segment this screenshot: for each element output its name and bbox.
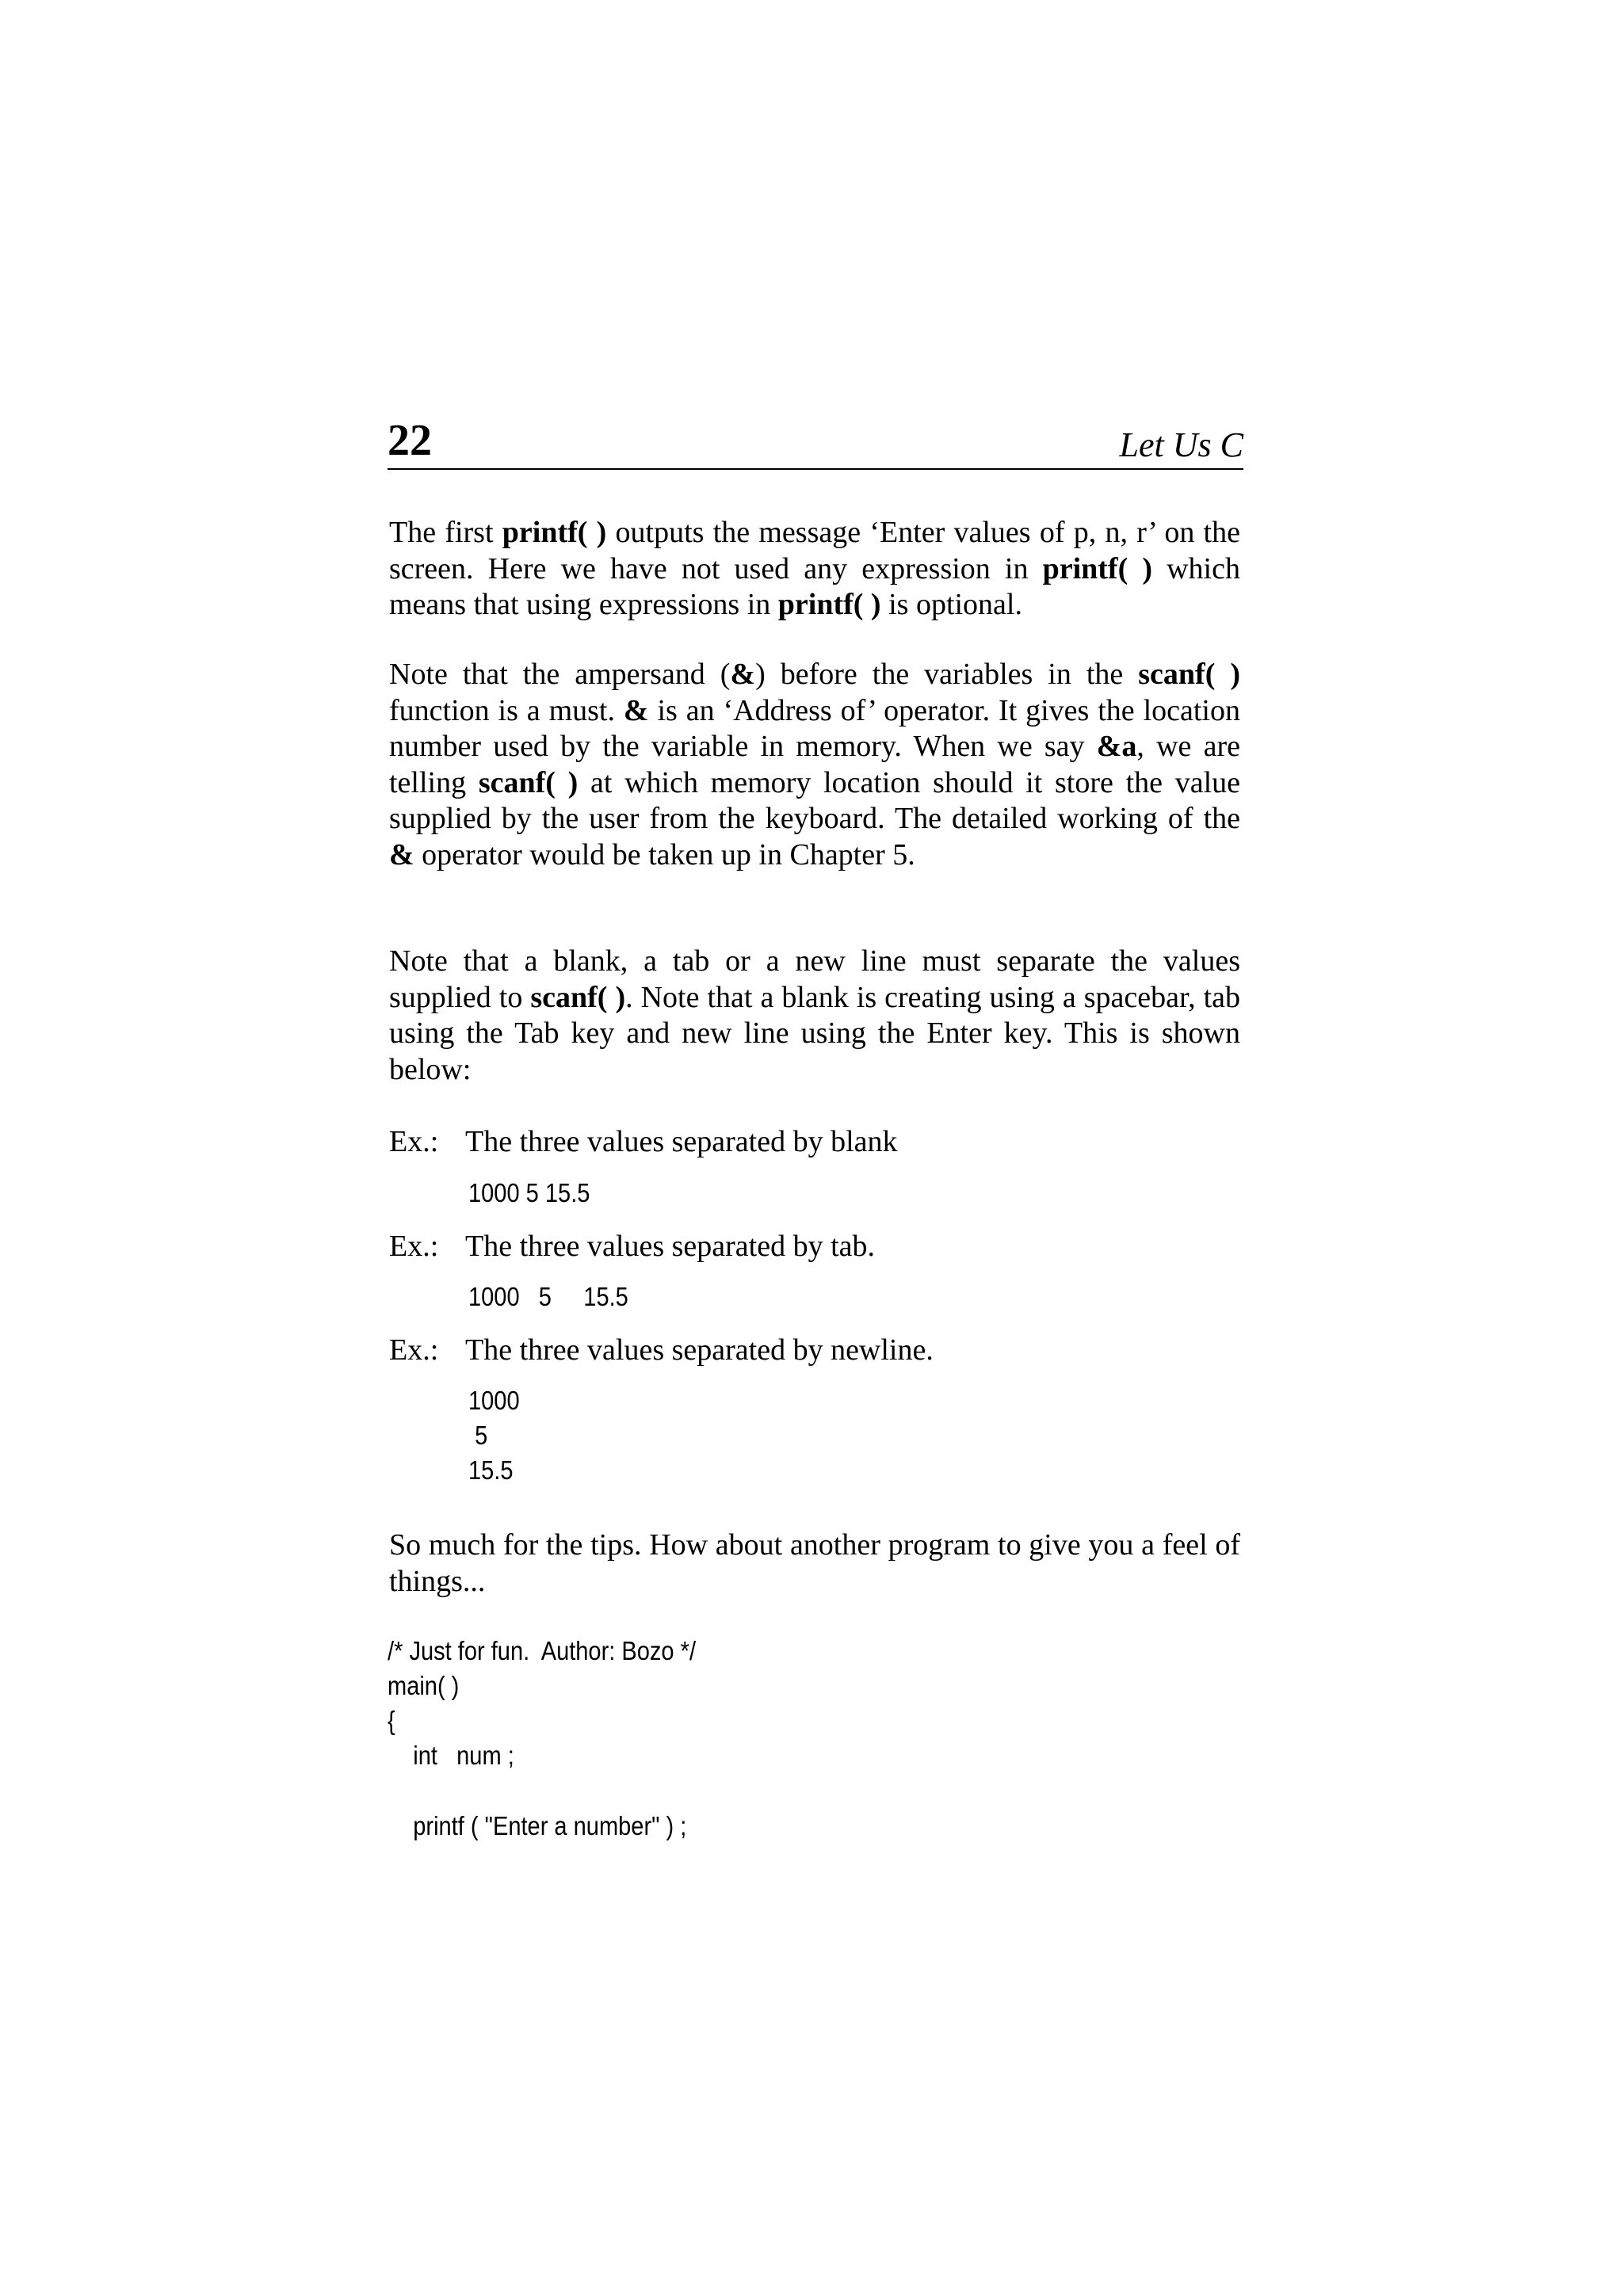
code-main-line: main( ) <box>388 1671 460 1700</box>
bold-term: scanf( ) <box>530 980 626 1014</box>
header-rule <box>388 468 1243 470</box>
text-run: So much for the tips. How about another program to give you a feel of things... <box>389 1528 1240 1598</box>
example-row <box>389 1333 1240 1368</box>
example-row <box>389 1229 1240 1264</box>
code-brace-line: { <box>388 1706 395 1735</box>
example-label: Ex.: <box>389 1230 439 1263</box>
example-label: Ex.: <box>389 1125 439 1158</box>
text-run: The first <box>389 516 502 549</box>
code-printf-line: printf ( "Enter a number" ) ; <box>388 1811 687 1840</box>
example-label: Ex.: <box>389 1333 439 1367</box>
text-run: , we are telling <box>389 730 1240 799</box>
paragraph-text <box>389 1527 1240 1600</box>
paragraph-text <box>389 657 1240 874</box>
text-run: operator would be taken up in Chapter 5. <box>414 837 915 871</box>
bold-term: & <box>730 658 756 691</box>
bold-term: & <box>389 837 414 871</box>
bold-term: printf( ) <box>502 516 607 549</box>
paragraph-text <box>389 944 1240 1088</box>
paragraph-ampersand <box>389 657 1240 874</box>
paragraph-text <box>389 515 1240 624</box>
text-run: outputs the message ‘Enter values of p, n, r’ on the screen. Here we have not used any expression in <box>389 516 1240 585</box>
example-text: The three values separated by newline. <box>465 1333 934 1367</box>
text-run: is an ‘Address of’ operator. It gives the location number used by the variable in memory. When we say <box>389 693 1240 764</box>
bold-term: scanf( ) <box>1138 658 1240 691</box>
bold-term: &a <box>1096 730 1137 764</box>
text-run: is optional. <box>880 588 1022 622</box>
text-run: ) before the variables in the <box>755 658 1139 691</box>
example-row <box>389 1124 1240 1160</box>
text-run: which means that using expressions in <box>389 551 1240 622</box>
code-comment-line: /* Just for fun. Author: Bozo */ <box>388 1636 697 1665</box>
code-declaration-line: int num ; <box>388 1741 514 1770</box>
example-sample: 1000 5 15.5 <box>468 1282 628 1311</box>
page-number: 22 <box>388 416 432 465</box>
example-text: The three values separated by blank <box>465 1125 898 1158</box>
bold-term: scanf( ) <box>478 765 579 799</box>
running-head: Let Us C <box>1119 425 1243 464</box>
bold-term: printf( ) <box>777 588 881 622</box>
bold-term: printf( ) <box>1042 551 1152 585</box>
paragraph-separators <box>389 944 1240 1088</box>
text-run: at which memory location should it store the value supplied by the user from the keyboard. The detailed working of the <box>389 765 1240 836</box>
example-sample: 1000 5 15.5 <box>468 1386 520 1485</box>
page-header <box>388 412 1243 469</box>
text-run: function is a must. <box>389 693 624 727</box>
example-text: The three values separated by tab. <box>465 1230 875 1263</box>
text-run: Note that a blank, a tab or a new line must separate the values supplied to <box>389 944 1240 1014</box>
text-run: Note that the ampersand ( <box>389 658 731 691</box>
example-sample: 1000 5 15.5 <box>468 1178 590 1207</box>
text-run: . Note that a blank is creating using a spacebar, tab using the Tab key and new line using the Enter key. This is shown below: <box>389 980 1241 1086</box>
paragraph-tips <box>389 1527 1240 1600</box>
bold-term: & <box>623 693 649 727</box>
paragraph-printf-intro <box>389 515 1240 624</box>
